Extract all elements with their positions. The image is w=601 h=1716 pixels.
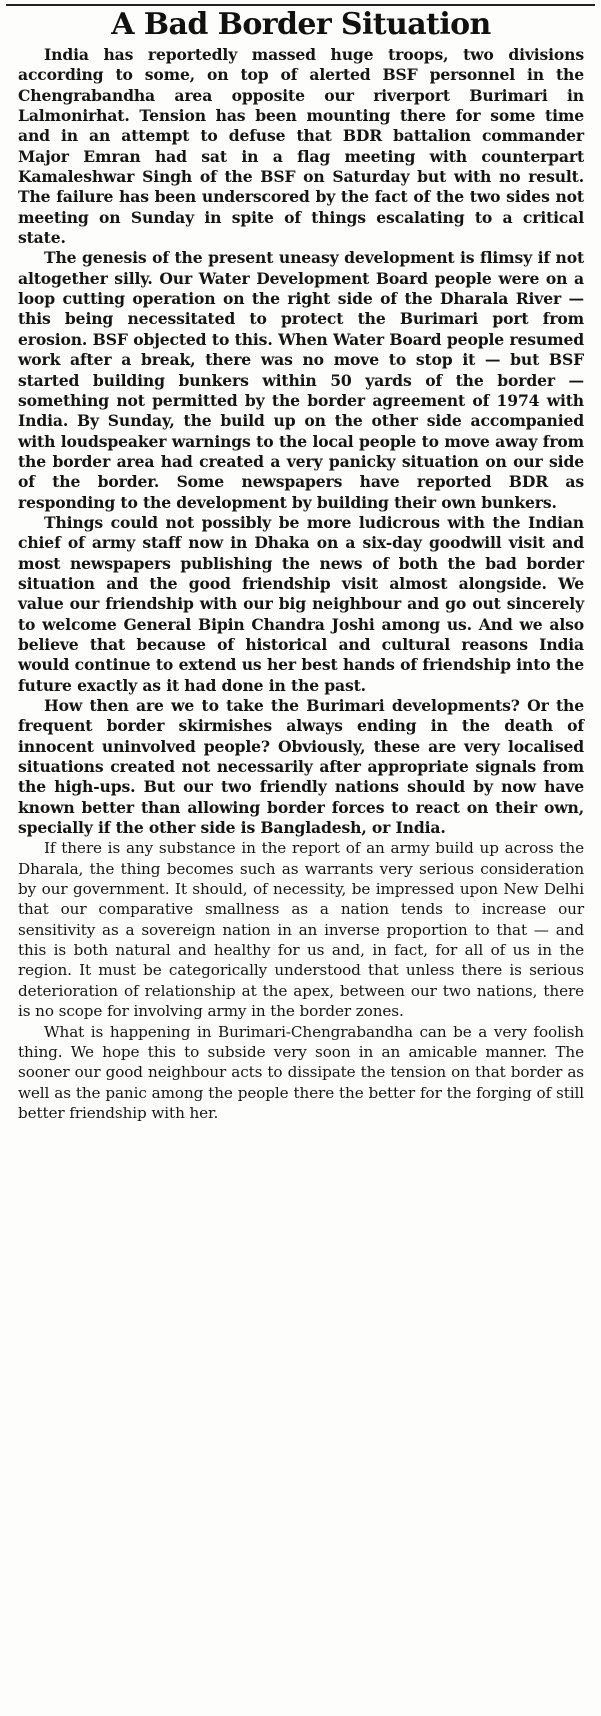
paragraph-3: Things could not possibly be more ludicrous with the Indian chief of army staff now in Dhaka on a six-day goodwill visit and most newspapers publishing the news of both the bad border situation and the good friendship visit almost alongside. We value our friendship with our big neighbour and go out sincerely to welcome General Bipin Chandra Joshi among us. And we also believe that because of historical and cultural reasons India would continue to extend us her best hands of friendship into the future exactly as it had done in the past.: [18, 512, 584, 695]
paragraph-5: If there is any substance in the report of an army build up across the Dharala, the thing becomes such as warrants very serious consideration by our government. It should, of necessity, be impressed upon New Delhi that our comparative smallness as a nation tends to increase our sensitivity as a sovereign nation in an inverse proportion to that — and this is both natural and healthy for us and, in fact, for all of us in the region. It must be categorically understood that unless there is serious deterioration of relationship at the apex, between our two nations, there is no scope for involving army in the border zones.: [18, 839, 584, 1021]
paragraph-4: How then are we to take the Burimari developments? Or the frequent border skirmishes always ending in the death of innocent uninvolved people? Obviously, these are very localised situations created not necessarily after appropriate signals from the high-ups. But our two friendly nations should by now have known better than allowing border forces to react on their own, specially if the other side is Bangladesh, or India.: [18, 696, 584, 838]
paragraph-2: The genesis of the present uneasy development is flimsy if not altogether silly. Our Water Development Board people were on a loop cutting operation on the right side of the Dharala River — this being necessitated to protect the Burimari port from erosion. BSF objected to this. When Water Board people resumed work after a break, there was no move to stop it — but BSF started building bunkers within 50 yards of the border — something not permitted by the border agreement of 1974 with India. By Sunday, the build up on the other side accompanied with loudspeaker warnings to the local people to move away from the border area had created a very panicky situation on our side of the border. Some newspapers have reported BDR as responding to the development by building their own bunkers.: [18, 248, 584, 512]
headline: A Bad Border Situation: [111, 7, 491, 42]
paragraph-1: India has reportedly massed huge troops, two divisions according to some, on top of alerted BSF personnel in the Chengrabandha area opposite our riverport Burimari in Lalmonirhat. Tension has been mounting there for some time and in an attempt to defuse that BDR battalion commander Major Emran had sat in a flag meeting with counterpart Kamaleshwar Singh of the BSF on Saturday but with no result. The failure has been underscored by the fact of the two sides not meeting on Sunday in spite of things escalating to a critical state.: [18, 45, 584, 248]
paragraph-6: What is happening in Burimari-Chengrabandha can be a very foolish thing. We hope this to subside very soon in an amicable manner. The sooner our good neighbour acts to dissipate the tension on that border as well as the panic among the people there the better for the forging of still better friendship with her.: [18, 1022, 584, 1122]
editorial-article: [18, 6, 584, 1123]
